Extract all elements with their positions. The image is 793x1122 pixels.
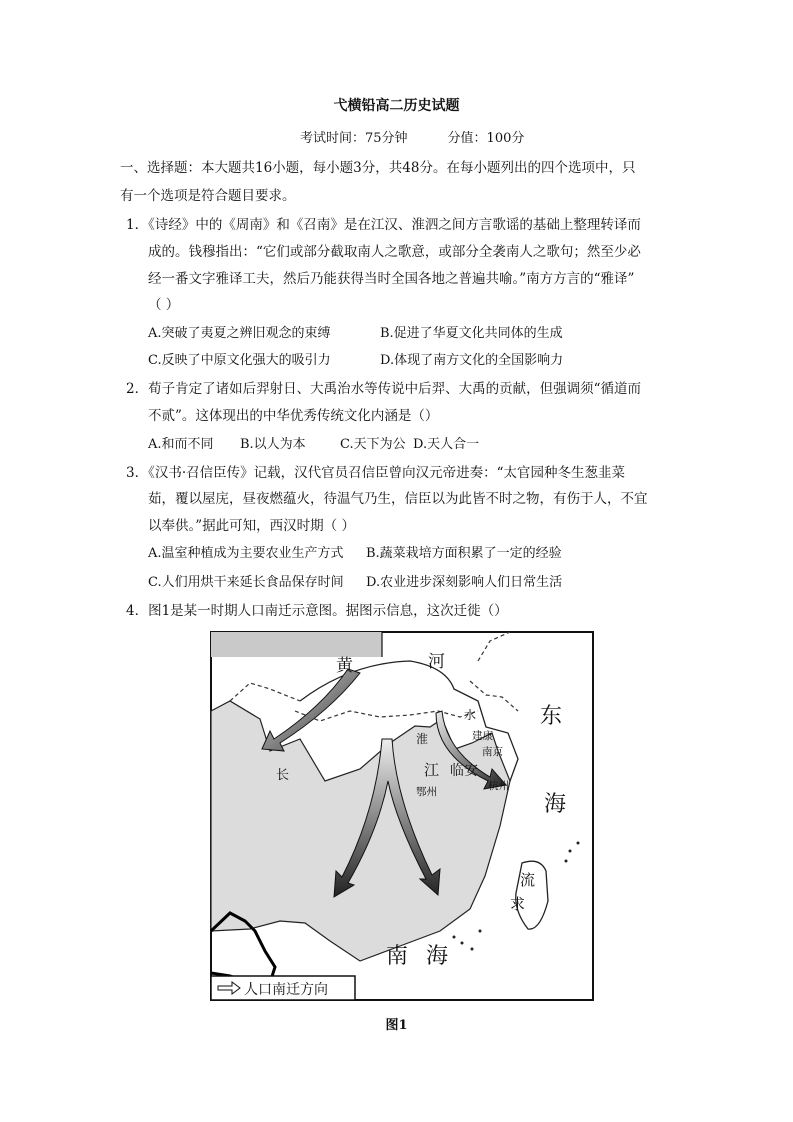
label-huai: 淮 [416, 732, 429, 746]
question-3-option-d: D.农业进步深刻影响人们日常生活 [366, 575, 563, 590]
question-3-line2: 茹，覆以屋庑，昼夜燃蕴火，待温气乃生，信臣以为此皆不时之物，有伤于人，不宜 [148, 491, 648, 507]
question-2-option-a: A.和而不同 [148, 437, 214, 452]
label-ezhou: 鄂州 [416, 787, 437, 798]
question-2-option-d: D.天人合一 [413, 437, 480, 452]
section-instructions-line2: 有一个选项是符合题目要求。 [120, 188, 296, 204]
question-1-option-a: A.突破了夷夏之辨旧观念的束缚 [148, 326, 331, 341]
label-liu: 流 [520, 873, 536, 889]
question-3-line1: 3．《汉书·召信臣传》记载，汉代官员召信臣曾向汉元帝进奏：“太官园种冬生葱韭菜 [126, 465, 626, 481]
question-3-line3: 以奉供。”据此可知，西汉时期（ ） [148, 518, 355, 534]
exam-title: 弋横铅高二历史试题 [333, 98, 460, 114]
question-2-line2: 不贰”。这体现出的中华优秀传统文化内涵是（） [148, 408, 439, 424]
label-hai-south: 海 [426, 943, 449, 968]
label-he: 河 [428, 652, 445, 671]
question-3-option-c: C.人们用烘干来延长食品保存时间 [148, 575, 344, 590]
question-2-line1: 2．荀子肯定了诸如后羿射日、大禹治水等传说中后羿、大禹的贡献，但强调须“循道而 [126, 381, 641, 397]
question-2-option-c: C.天下为公 [340, 437, 406, 452]
label-qiu: 求 [510, 897, 526, 913]
exam-score: 分值：100分 [447, 131, 525, 146]
label-dong: 东 [540, 703, 563, 728]
exam-time: 考试时间：75分钟 [300, 131, 408, 146]
question-3-option-b: B.蔬菜栽培方面积累了一定的经验 [366, 546, 562, 561]
question-2-option-b: B.以人为本 [240, 437, 306, 452]
label-jiang: 江 [424, 763, 440, 779]
question-1-line3: 经一番文字雅译工夫，然后乃能获得当时全国各地之普遍共喻。”南方方言的“雅译” [148, 271, 635, 287]
label-linan: 临安 [450, 764, 478, 779]
question-1-line4: （ ） [148, 297, 180, 313]
label-huang: 黄 [336, 656, 353, 675]
question-1-line1: 1．《诗经》中的《周南》和《召南》是在江汉、淮泗之间方言歌谣的基础上整理转译而 [126, 217, 641, 233]
label-chang: 长 [276, 767, 290, 782]
question-1-line2: 成的。钱穆指出：“它们或部分截取南人之歌意，或部分全袭南人之歌句；然至少必 [148, 244, 641, 260]
question-3-option-a: A.温室种植成为主要农业生产方式 [148, 546, 344, 561]
exam-meta [300, 127, 524, 146]
section-instructions-line1: 一、选择题：本大题共16小题，每小题3分，共48分。在每小题列出的四个选项中，只 [120, 160, 636, 176]
figure-caption: 图1 [385, 1018, 408, 1033]
label-jiankang: 建康 [472, 731, 493, 742]
question-4-line1: 4．图1是某一时期人口南迁示意图。据图示信息，这次迁徙（） [126, 603, 508, 619]
label-hai-east: 海 [544, 791, 567, 816]
migration-map [210, 631, 594, 1001]
label-hangzhou: 杭州 [488, 781, 509, 792]
label-shui: 水 [464, 708, 477, 722]
question-1-option-c: C.反映了中原文化强大的吸引力 [148, 353, 331, 368]
question-1-option-d: D.体现了南方文化的全国影响力 [380, 353, 564, 368]
question-1-option-b: B.促进了华夏文化共同体的生成 [380, 326, 563, 341]
legend-label: 人口南迁方向 [244, 983, 328, 998]
label-nan: 南 [386, 943, 409, 968]
label-nanjing: 南京 [482, 747, 503, 758]
